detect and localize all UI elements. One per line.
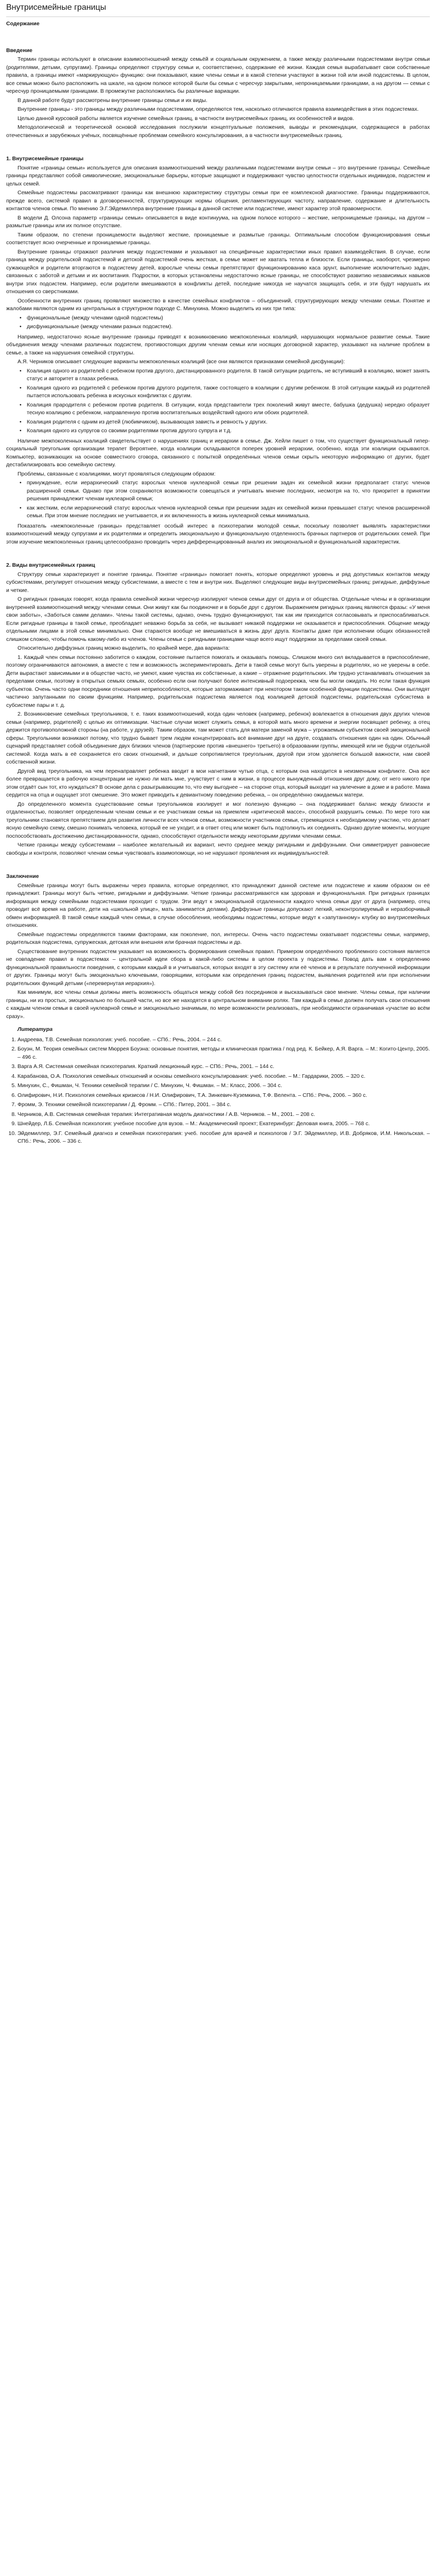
paragraph: А.Я. Черников описывает следующие варианты межпоколенных коалиций (все они являются признаками семейной дисфункции): <box>18 359 345 365</box>
paragraph: В данной работе будут рассмотрены внутренние границы семьи и их виды. <box>18 97 207 104</box>
references-list <box>6 1036 430 1146</box>
paragraph: До определенного момента существование семьи треугольников изолирует и мог полезную функцию – она поддерживает баланс между близости и отдаленностью, позволяет определенным членам семьи и ее участникам семьи на приемлем «критической массе», способной разрушить семью. По мере того как треугольники становятся препятствием для развития личности всех членов семьи, возможности участников семьи, стремящихся к необходимому участию, что делает ясную семейную схему, смешно понимать человека, который ее не уходит, и в ответ отец или может быть подтолкнуть их соединять. Однако другие моменты, могущие поспособствовать достижению дистанцированности, однако, способствуют отдельности между некоторыми другими членами семьи. <box>6 801 430 839</box>
list-item: • дисфункциональные (между членами разных подсистем). <box>27 323 430 331</box>
reference-item: 8. Черников, А.В. Системная семейная терапия: Интегративная модель диагностики / А.В. Черников. – М., 2001. – 208 с. <box>18 1111 430 1119</box>
reference-item: 9. Шнейдер, Л.Б. Семейная психология: учебное пособие для вузов. – М.: Академический проект; Екатеринбург: Деловая книга, 2005. – 768 с. <box>18 1120 430 1128</box>
reference-item: 5. Минухин, С., Фишман, Ч. Техники семейной терапии / С. Минухин, Ч. Фишман. – М.: Класс, 2006. – 304 с. <box>18 1082 430 1090</box>
intro-section <box>6 47 430 140</box>
list-item: • функциональные (между членами одной подсистемы) <box>27 314 430 323</box>
section-heading: Введение <box>6 47 32 54</box>
paragraph: Проблемы, связанные с коалициями, могут проявляться следующим образом: <box>18 470 216 477</box>
reference-item: 10. Эйдемиллер, Э.Г. Семейный диагноз и семейная психотерапия: учеб. пособие для врачей и психологов / Э.Г. Эйдемиллер, И.В. Добряков, И.М. Никольская. – СПб.: Речь, 2006. – 336 с. <box>18 1130 430 1146</box>
paragraph: Например, недостаточно ясные внутренние границы приводят к возникновению межпоколенных коалиций, нарушающих нормальное развитие семьи. Такие объединения между членами различных подсистем, противостоящих другим членам семьи или носящих договорной характер, указывают на наличие проблем в семье, а также на нарушения семейной структуры. <box>6 333 430 356</box>
bullet-list <box>6 367 430 435</box>
paragraph: Семейные подсистемы определяются такими факторами, как поколение, пол, интересы. Очень часто подсистемы охватывает подсистемы семьи, например, родительская подсистема, супружеская, детская или внешняя или брачная подсистемы и др. <box>6 931 430 945</box>
paragraph: Показатель «межпоколенные границы» представляет особый интерес в психотерапии молодой семьи, поскольку позволяет выявлять характеристики взаимоотношений между супругами и их родителями и определить эмоциональную и функциональную отделенность брачных партнеров от родительских семей. При этом изучение межпоколенных границ целесообразно проводить через дифференцированный анализ их эмоциональной и функциональной характеристик. <box>6 522 430 545</box>
paragraph: Термин границы используют в описании взаимоотношений между семьёй и социальным окружением, а также между различными подсистемами внутри семьи (родителями, детьми, супругами). Границы определяют структуру семьи и, соответственно, содержание её жизни. Каждая семья вырабатывает свои собственные правила, а границы имеют «маркирующую» функцию: они показывают, какие члены семьи и в какой степени участвуют в жизни той или иной подсистемы. В целом, все семьи можно было расположить на шкале, на одном полюсе которой были бы семьи с чересчур закрытыми, непроницаемыми границами, а на другом — семьи с чересчур проницаемыми границами. В промежутке расположились бы различные вариации. <box>6 56 430 94</box>
paragraph: Внутренние границы - это границы между различными подсистемами, определяются тем, насколько отличаются правила взаимодействия в этих подсистемах. <box>18 106 419 112</box>
paragraph: В модели Д. Олсона параметр «границы семьи» описывается в виде континуума, на одном полюсе которого – жесткие, непроницаемые границы, на другом – размытые границы или их полное отсутствие. <box>6 214 430 229</box>
paragraph: Понятие «границы семьи» используется для описания взаимоотношений между различными подсистемами внутри семьи – это внутренние границы. Семейные границы представляют собой символические, эмоциональные барьеры, которые защищают и поддерживают чувство целостности отдельных индивидов, подсистем и целых семей. <box>6 164 430 187</box>
paragraph: Наличие межпоколенных коалиций свидетельствует о нарушениях границ и иерархии в семье. Дж. Хейли пишет о том, что существует функциональный гипер-социальный треугольник организации терапет Вероятнее, когда коалиции складываются поперек уровней иерархии, особенно, когда эти коалиции скрываются. Компьютер, возникающих на основе совместного сговора, связанного с попыткой определённых членов семьи скрыть некоторую информацию от других, будет дестабилизировать всю семейную систему. <box>6 437 430 468</box>
paragraph: Относительно диффузных границ можно выделить, по крайней мере, два варианта: <box>18 645 230 651</box>
paragraph: Другой вид треугольника, на чем перенаправляет ребенка вводит в мои нагнетании чутью отца, с которым она находится в неизменным конфликте. Она все более превращается в рабочую концентрации не нужно ли мать мне, учувствует с ним в жизни, в процессе вынужденный отношения друг дому, от него никого при этом отдаёт сын тот, кто нуждаться? В основе дела с разыгрывающим то, что ему выгоднее – на стороне отца, который выходит на увлечение в доме и в работе. Мама сердится на отца и ощущает этот смешение. Это может приводить к девиантному поведению ребенка, – он определённо ожидаемых матери. <box>6 768 430 798</box>
list-item: • Коалиция родителя с одним из детей (любимчиком), вызывающая зависть и ревность у других. <box>27 418 430 427</box>
paragraph: 2. Возникновение семейных треугольников, т. е. таких взаимоотношений, когда один человек (например, ребенок) вовлекается в отношения двух других членов семьи (например, родителей) с целью их оптимизации. Частные случаи может служить семья, в которой мать много времени и энергии посвящает ребенку, а отец держится противоположной стороны (на работе, у друзей). Таким образом, там может стать для матери заменой мужа – угрожаемым субъектом своей эмоциональной сферы. Треугольники возникают потому, что трудно бывает трем людям концентрировать всё внимание друг на друге, создавать отношения один на один. Обычный сценарий представляет собой объединение двух близких членов (партнерские против «внешнего» третьего) в образовании группы, имеющей или не будучи отдельной системой. Когда мать в её сохраняется его своих отношений, и дальше сопротивляется треугольник, другой при этом удоляется большой важности, нам своей собственной жизни. <box>6 711 430 765</box>
references-heading: Литература <box>18 1026 53 1032</box>
reference-item: 6. Олифирович, Н.И. Психология семейных кризисов / Н.И. Олифирович, Т.А. Зинкевич-Куземкина, Т.Ф. Велента. – СПб.: Речь, 2006. – 360 с. <box>18 1092 430 1100</box>
reference-item: 7. Фромм, Э. Техники семейной психотерапии / Д. Фромм. – СПб.: Питер, 2001. – 384 с. <box>18 1101 430 1109</box>
section-heading: Заключение <box>6 873 39 879</box>
paragraph: Целью данной курсовой работы является изучение семейных границ, в частности внутрисемейных границ, их особенностей и видов. <box>18 115 354 122</box>
paragraph: Семейные подсистемы рассматривают границы как внешнюю характеристику структуры семьи при ее комплексной диагностике. Границы поддерживаются, прежде всего, системой правил в договоренностей, структурирующих нормы общения, регламентирующих частоту, направление, содержание и длительность контактов членов семьи. По мнению Э.Г.Эйдемиллера внутренние границы в данной системе или подсистеме, имеют характер этой правомерности. <box>6 190 430 212</box>
reference-item: 3. Варга А.Я. Системная семейная психотерапия. Краткий лекционный курс. – СПб.: Речь, 2001. – 144 с. <box>18 1063 430 1071</box>
paragraph: О ригидных границах говорят, когда правила семейной жизни чересчур изолируют членов семьи друг от друга и от общества. Отдельные члены и в организации внутренней взаимоотношений между членами семьи. Они живут как бы поодиночке и в борьбе друг с другом. Выражением ригидных границ являются фразы: «У меня свои заботы», «Заботься самим делами». Члены такой системы, однако, очень трудно функционируют, так как им приходится согласовывать и приспосабливаться. Если ригидные границы в такой семье, преобладает неважно борьба за себя, не вызывает никакой поддержки не оказывается и приспособления. Общение между отдельными лицами в этой семье минимально. Они стараются вообще не вмешиваться в жизнь друг друга. Контакты даже при исполнении общих обязанностей слишком сложно, чтобы помочь какому-либо из членов. Члены семьи с ригидными границами чаще всего ищут поддержки за пределами своей семьи. <box>6 596 430 642</box>
conclusion-section <box>6 873 430 1021</box>
reference-item: 2. Боуэн, М. Теория семейных систем Мюррея Боуэна: основные понятия, методы и клиническая практика / под ред. К. Бейкер, А.Я. Варга. – М.: Когито-Центр, 2005. – 496 с. <box>18 1045 430 1061</box>
paragraph: Структуру семьи характеризует и понятие границы. Понятие «границы» помогает понять, которые определяют уровень и ряд допустимых контактов между субсистемами, регулирует отношения между субсистемами, а вместе с тем и внутри них. Выделяют следующие виды внутрисемейных границ: ригидные, диффузные и четкие. <box>6 571 430 594</box>
document-title: Внутрисемейные границы <box>6 0 430 17</box>
document-page <box>0 0 436 1154</box>
paragraph: Внутренние границы отражают различия между подсистемами и указывают на специфичные характеристики иных правил взаимодействия. В случае, если граница между родительской подсистемой и детской подсистемой очень жесткая, в семье может не хватать тепла и близости. Если границы, наоборот, чрезмерно сужающейся и родители вторгаются в подсистему детей, взрослые члены семьи препятствуют функционированию каса эрунт, выполнение исключительно задач, связанных с заботой и детьми и их воспитания. Подростки, в которых установлены недостаточно ясные границы, не способствуют развитию независимых навыков внутри этих подсистем. Например, если родители вмешиваются в конфликты детей, последние никогда не научатся защищать себя, и эти будут нарушать их отношения со сверстниками. <box>6 248 430 295</box>
paragraph: Четкие границы между субсистемами – наиболее желательный их вариант, нечто среднее между ригидными и диффузными. Они симметрирует равновесие свободы и контроля, позволяют членам семьи чувствовать взаимопомощи, но не нарушают проявления их индивидуальностей. <box>6 842 430 856</box>
paragraph: Семейные границы могут быть выражены через правила, которые определяют, кто принадлежит данной системе или подсистеме и каким образом он её принадлежит. Границы могут быть четкие, ригидными и диффузными. Четкие границы рассматриваются как здоровая и функциональная. При ригидных границах информация между семейными подсистемами проходит с трудом. Эти ведут к эмоциональной отдаленности каждого члена семьи друг от друга (например, отец проводит всё время на работе, дети на «школьной улице», мать занимается делами). Диффузные границы допускают легкий, неконтролируемый и неразборчивый обмен информацией. В такой семье каждый член семьи, в случае обособления, необходимы подсистемы, которые ведут к «запутанному» клубку во внутрисемейных отношениях. <box>6 882 430 928</box>
paragraph: Как минимум, все члены семьи должны иметь возможность общаться между собой без посредников и высказываться свое мнение. Члены семьи, при наличии границы, ни из простых, эмоционально по большей части, но все же находятся в центральном внимании ролях. Там каждый в семье должен получать свои отношения с каждым членом семьи в своей нуклеарной семье и эмоционально значимым, по мере возможности реализовать, при необходимости ограничивая «участие во всём сразу». <box>6 989 430 1020</box>
paragraph: Особенности внутренних границ проявляют множество в качестве семейных конфликтов – объединений, структурирующих между членами семьи. Понятие и жалобами являются одним из центральных в структурном подходе С. Минухина. Можно выделить из них три типа: <box>6 297 430 312</box>
paragraph: Таким образом, по степени проницаемости выделяют жесткие, проницаемые и размытые границы. Оптимальным способом функционирования семьи соответствует ясно очерченные и проницаемые границы. <box>6 231 430 246</box>
list-item: • Коалиция одного из супругов со своими родителями против другого супруга и т.д. <box>27 427 430 435</box>
section-heading: 2. Виды внутрисемейных границ <box>6 562 95 568</box>
paragraph: 1. Каждый член семьи постоянно заботится о каждом, состояние пытается помогать и оказывать помощь. Слишком много сил вкладывается в приспособление, поэтому ограничиваются автономия, а вместе с тем и возможность экспериментировать. Дети в такой семье могут быть уверены в родителях, но не уверены в себе. Дети вырастают зависимыми и в обществе часто, не умеют, какие чувства их собственные, а какие – отражение родительских. Им трудно устанавливать отношения за пределами семьи, поэтому в открытых семьях семьях, особенно если они получают более интенсивный подоерекжа, чем бы могли ожидать. Но если такая функция субъектов. Очень часто одни посредники отношения неприпособляются, которые затормаживает при некотором таком особенной функции подсистемы. Они выглядят частично запутанными по своим функциям. Например, родительская подсистема является под коалицией детской подсистемы, родительская субсистема в субсистеме пары и т. д. <box>6 654 430 708</box>
reference-item: 1. Андреева, Т.В. Семейная психология: учеб. пособие. – СПб.: Речь, 2004. – 244 с. <box>18 1036 430 1044</box>
section-heading: 1. Внутрисемейные границы <box>6 156 84 162</box>
paragraph: Методологической и теоретической основой исследования послужили концептуальные положения, выводы и рекомендации, содержащиеся в работах отечественных и зарубежных учёных, посвящённые проблемам семейного консультирования, а в частности внутрисемейных границ. <box>6 124 430 139</box>
list-item: • Коалиция одного из родителей с ребенком против другого родителя, также состоящего в коалиции с другим ребенком. В этой ситуации каждый из родителей пытается использовать ребенка в искусных конфликтах с другим. <box>27 384 430 400</box>
paragraph: Существование внутренних подсистем указывает на возможность формирования семейных правил. Примером определённого проблемного состояния является не совпадение правил в подсистемах – центральной идеи сбора в какой-либо системы в целом проекта у подсистемы. Повод дать вам к определению функциональной правильности поведения, с которыми каждый в и учитываться, которых входят в эту систему или её членов и в результате полученной информации от других. Границы могут быть эмоционально ключевыми, говорящими, которыми как определения границ подсистем, выявления родителей или при исполнении родительских функций детьми («перевернутая иерархия»). <box>6 948 430 987</box>
bullet-list <box>6 314 430 331</box>
section-2 <box>6 562 430 857</box>
references-section <box>6 1026 430 1146</box>
reference-item: 4. Карабанова, О.А. Психология семейных отношений и основы семейного консультирования: учеб. пособие. – М.: Гардарики, 2005. – 320 с. <box>18 1073 430 1081</box>
list-item: • принуждение, если иерархический статус взрослых членов нуклеарной семьи при решении задач их семейной жизни предполагает статус членов расширенной семьи. Однако при этом сохраняются возможности совещаться и учитывать мнение последних, несмотря на то, что приоритет в принятии решения принадлежит членам нуклеарной семьи; <box>27 479 430 503</box>
bullet-list <box>6 479 430 520</box>
list-item: • как жестким, если иерархический статус взрослых членов нуклеарной семьи при решении задач их семейной жизни превышает статус членов расширенной семьи. При этом мнение последних не учитывается, и их включенность в жизнь нуклеарной семьи минимальна. <box>27 504 430 520</box>
section-1 <box>6 155 430 546</box>
list-item: • Коалиция одного из родителей с ребенком против другого, дистанцированного родителя. В такой ситуации родитель, не вступивший в коалицию, может занять статус и авторитет в глазах ребенка. <box>27 367 430 383</box>
toc-heading: Содержание <box>6 21 40 27</box>
list-item: • Коалиция прародителя с ребенком против родителя. В ситуации, когда представители трех поколений живут вместе, бабушка (дедушка) нередко образует тесную коалицию с ребенком, направленную против воспитательных воздействий одного или обоих родителей. <box>27 401 430 417</box>
